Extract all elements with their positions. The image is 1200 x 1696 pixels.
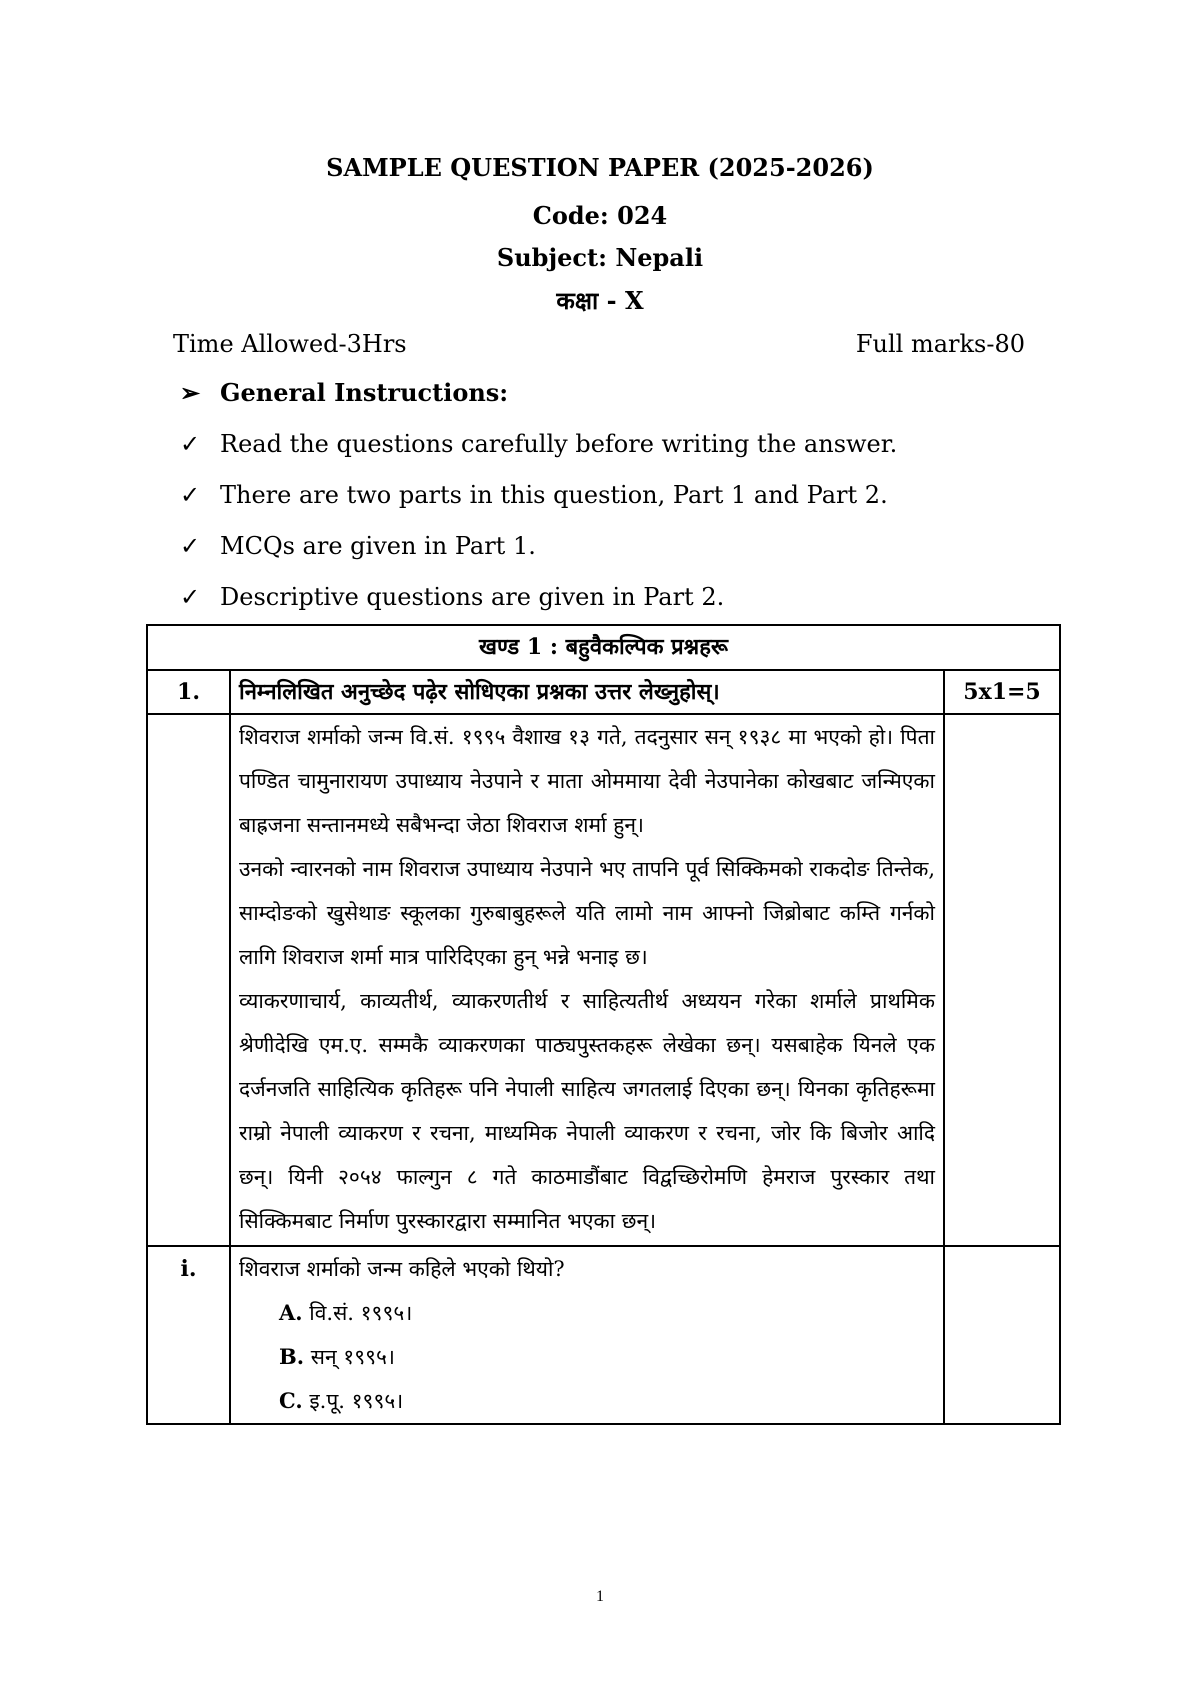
- subject-name: Subject: Nepali: [496, 243, 704, 272]
- empty-cell: [944, 714, 1060, 1246]
- time-allowed: Time Allowed-3Hrs: [173, 330, 407, 358]
- passage: [230, 714, 944, 1246]
- arrow-bullet-icon: ➢: [180, 378, 201, 407]
- checkmark-icon: ✓: [180, 532, 201, 560]
- passage-paragraph: व्याकरणाचार्य, काव्यतीर्थ, व्याकरणतीर्थ र साहित्यतीर्थ अध्ययन गरेका शर्माले प्राथमिक श्रेणीदेखि एम.ए. सम्मकै व्याकरणका पाठ्यपुस्तकहरू लेखेका छन्। यसबाहेक यिनले एक दर्जनजति साहित्यिक कृतिहरू पनि नेपाली साहित्य जगतलाई दिएका छन्। यिनका कृतिहरूमा राम्रो नेपाली व्याकरण र रचना, माध्यमिक नेपाली व्याकरण र रचना, जोर कि बिजोर आदि छन्। यिनी २०५४ फाल्गुन ८ गते काठमाडौंबाट विद्वच्छिरोमणि हेमराज पुरस्कार तथा सिक्किमबाट निर्माण पुरस्कारद्वारा सम्मानित भएका छन्।: [239, 989, 935, 1233]
- option-label: C.: [279, 1388, 303, 1413]
- instruction-text: MCQs are given in Part 1.: [220, 532, 536, 560]
- passage-paragraph: शिवराज शर्माको जन्म वि.सं. १९९५ वैशाख १३ गते, तदनुसार सन् १९३८ मा भएको हो। पिता पण्डित चामुनारायण उपाध्याय नेउपाने र माता ओममाया देवी नेउपानेका कोखबाट जन्मिएका बाह्रजना सन्तानमध्ये सबैभन्दा जेठा शिवराज शर्मा हुन्।: [239, 725, 935, 837]
- page-number: 1: [596, 1588, 604, 1605]
- question-table: [146, 624, 1061, 1425]
- instruction-item: [180, 531, 536, 561]
- sub-question-text: शिवराज शर्माको जन्म कहिले भएको थियो?: [239, 1257, 565, 1281]
- option-text: इ.पू. १९९५।: [309, 1389, 404, 1413]
- option-a: [239, 1291, 943, 1335]
- subject-code: Code: 024: [532, 201, 668, 230]
- section-heading-row: [147, 625, 1060, 670]
- full-marks: Full marks-80: [855, 330, 1025, 358]
- sub-question: [230, 1246, 944, 1424]
- sub-question-number: i.: [147, 1246, 230, 1424]
- option-c: [239, 1379, 943, 1423]
- class-label: कक्षा - X: [556, 286, 644, 315]
- option-label: B.: [279, 1344, 305, 1369]
- empty-cell: [147, 714, 230, 1246]
- section-heading: खण्ड 1 : बहुवैकल्पिक प्रश्नहरू: [147, 625, 1060, 670]
- instruction-text: There are two parts in this question, Part 1 and Part 2.: [220, 481, 888, 509]
- question-marks: 5x1=5: [944, 670, 1060, 714]
- question-number: 1.: [147, 670, 230, 714]
- checkmark-icon: ✓: [180, 481, 201, 509]
- option-text: वि.सं. १९९५।: [309, 1301, 413, 1325]
- question-text: निम्नलिखित अनुच्छेद पढ़ेर सोधिएका प्रश्नका उत्तर लेख्नुहोस्।: [230, 670, 944, 714]
- instruction-item: [180, 429, 897, 459]
- checkmark-icon: ✓: [180, 430, 201, 458]
- option-text: सन् १९९५।: [310, 1345, 395, 1369]
- checkmark-icon: ✓: [180, 583, 201, 611]
- passage-paragraph: उनको न्वारनको नाम शिवराज उपाध्याय नेउपाने भए तापनि पूर्व सिक्किमको राकदोङ तिन्तेक, साम्दोङको खुसेथाङ स्कूलका गुरुबाबुहरूले यति लामो नाम आफ्नो जिब्रोबाट कम्ति गर्नको लागि शिवराज शर्मा मात्र पारिदिएका हुन् भन्ने भनाइ छ।: [239, 857, 935, 969]
- instruction-item: [180, 480, 888, 510]
- passage-row: [147, 714, 1060, 1246]
- option-b: [239, 1335, 943, 1379]
- instruction-item: [180, 582, 724, 612]
- empty-cell: [944, 1246, 1060, 1424]
- option-label: A.: [279, 1300, 303, 1325]
- general-instructions-heading: [180, 378, 508, 408]
- question-row: [147, 670, 1060, 714]
- general-instructions-label: General Instructions:: [220, 378, 509, 407]
- sub-question-row: [147, 1246, 1060, 1424]
- instruction-text: Descriptive questions are given in Part 2.: [220, 583, 725, 611]
- instruction-text: Read the questions carefully before writing the answer.: [220, 430, 898, 458]
- paper-title: SAMPLE QUESTION PAPER (2025-2026): [326, 153, 874, 182]
